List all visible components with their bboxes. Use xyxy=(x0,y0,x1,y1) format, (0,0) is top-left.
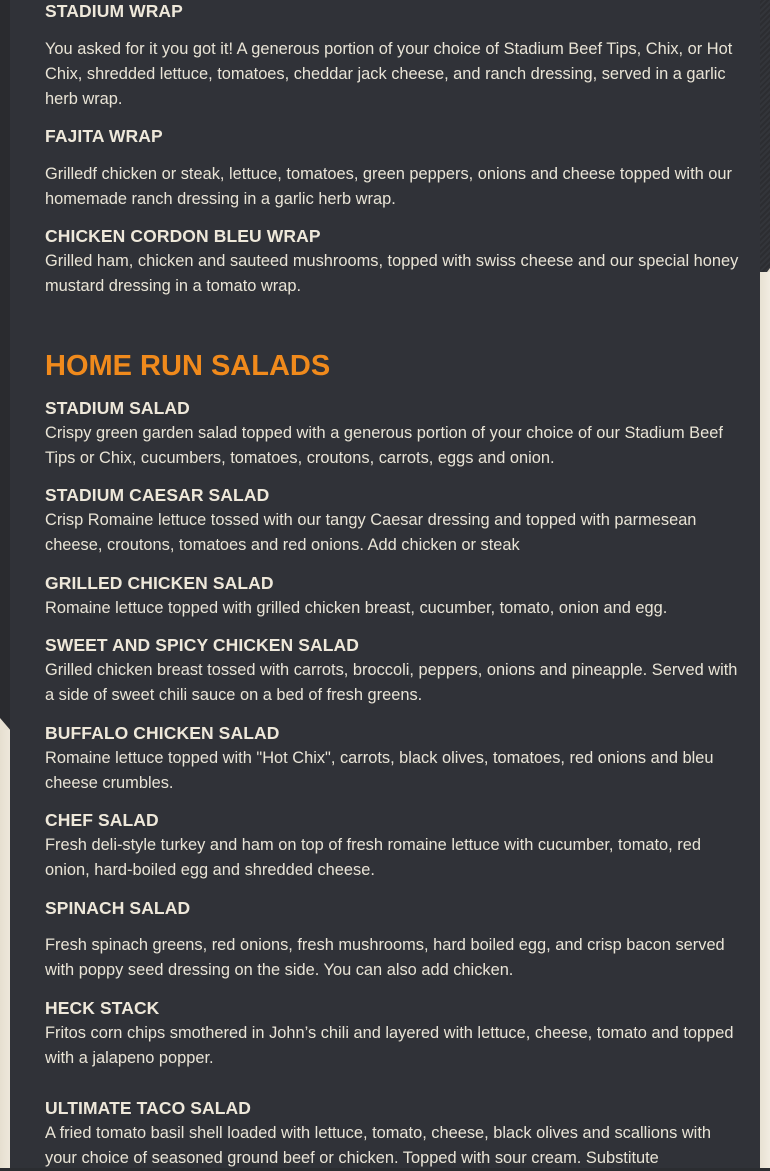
menu-item-title: FAJITA WRAP xyxy=(45,126,163,146)
menu-item-description: Romaine lettuce topped with "Hot Chix", carrots, black olives, tomatoes, red onions and bleu cheese crumbles. xyxy=(45,749,714,792)
menu-item-description: Fritos corn chips smothered in John’s chili and layered with lettuce, cheese, tomato and topped with a jalapeno popper. xyxy=(45,1024,734,1067)
menu-item-description: Romaine lettuce topped with grilled chicken breast, cucumber, tomato, onion and egg. xyxy=(45,599,668,617)
menu-item-title: CHEF SALAD xyxy=(45,810,159,830)
menu-item-description: Grilled chicken breast tossed with carrots, broccoli, peppers, onions and pineapple. Served with a side of sweet chili sauce on a bed of fresh greens. xyxy=(45,661,738,704)
menu-item-title: BUFFALO CHICKEN SALAD xyxy=(45,723,280,743)
menu-item-description: Grilledf chicken or steak, lettuce, tomatoes, green peppers, onions and cheese topped with our homemade ranch dressing in a garlic herb wrap. xyxy=(45,165,732,208)
menu-item-description: A fried tomato basil shell loaded with lettuce, tomato, cheese, black olives and scallions with your choice of seasoned ground beef or chicken. Topped with sour cream. Substitute xyxy=(45,1124,711,1167)
menu-item-title: STADIUM CAESAR SALAD xyxy=(45,485,270,505)
menu-item-title: HECK STACK xyxy=(45,998,160,1018)
menu-item-title: STADIUM SALAD xyxy=(45,398,190,418)
menu-item-title: CHICKEN CORDON BLEU WRAP xyxy=(45,226,321,246)
menu-item-description: Crisp Romaine lettuce tossed with our tangy Caesar dressing and topped with parmesean cheese, croutons, tomatoes and red onions. Add chicken or steak xyxy=(45,511,697,554)
menu-item-description: You asked for it you got it! A generous portion of your choice of Stadium Beef Tips, Chix, or Hot Chix, shredded lettuce, tomatoes, cheddar jack cheese, and ranch dressing, served in a garlic herb wrap. xyxy=(45,40,733,108)
section-heading-salads: HOME RUN SALADS xyxy=(45,350,331,382)
menu-item-title: SPINACH SALAD xyxy=(45,898,191,918)
menu-item-title: GRILLED CHICKEN SALAD xyxy=(45,573,274,593)
menu-item-description: Fresh deli-style turkey and ham on top of fresh romaine lettuce with cucumber, tomato, red onion, hard-boiled egg and shredded cheese. xyxy=(45,836,701,879)
menu-item-description: Grilled ham, chicken and sauteed mushrooms, topped with swiss cheese and our special honey mustard dressing in a tomato wrap. xyxy=(45,252,739,295)
menu-item-description: Crispy green garden salad topped with a generous portion of your choice of our Stadium Beef Tips or Chix, cucumbers, tomatoes, croutons, carrots, eggs and onion. xyxy=(45,424,723,467)
menu-item-title: ULTIMATE TACO SALAD xyxy=(45,1098,252,1118)
menu-item-title: STADIUM WRAP xyxy=(45,1,183,21)
menu-item-description: Fresh spinach greens, red onions, fresh mushrooms, hard boiled egg, and crisp bacon served with poppy seed dressing on the side. You can also add chicken. xyxy=(45,936,725,979)
menu-panel xyxy=(10,0,760,1168)
menu-item-title: SWEET AND SPICY CHICKEN SALAD xyxy=(45,635,360,655)
